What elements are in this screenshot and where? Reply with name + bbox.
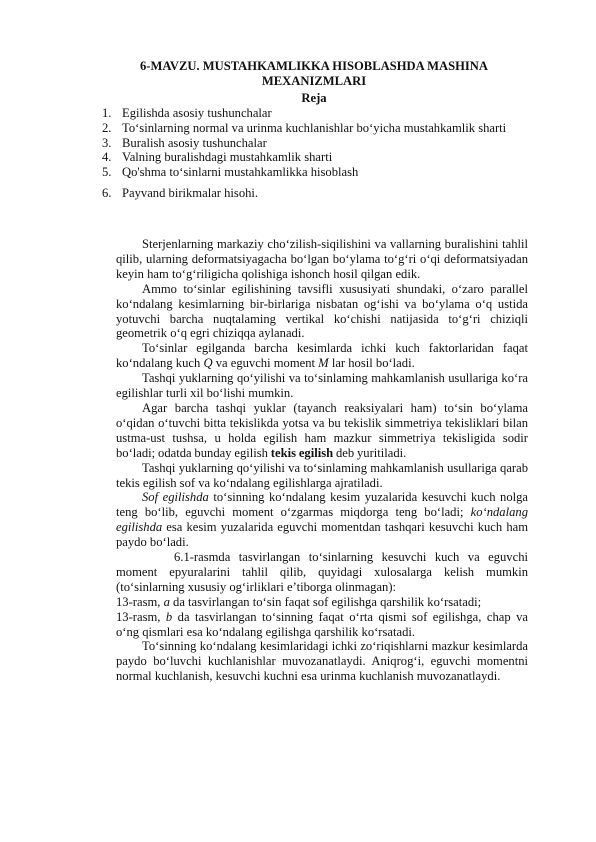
bending-moment-symbol: M	[318, 356, 329, 371]
plan-item-text: Egilishda asosiy tushunchalar	[122, 106, 272, 120]
body-paragraph: Sterjenlarning markaziy cho‘zilish-siqilishini va vallarning buralishini tahlil qilib, ularning deformatsiyagacha bo‘lgan bo‘ylama to‘g‘ri o‘qi deformatsiyadan keyin ham to‘g‘riligicha qolishiga ishonch hosil qilgan edik.	[116, 237, 528, 281]
plan-item-number: 6.	[102, 185, 112, 200]
paragraph-text: esa kesim yuzalarida eguvchi momentdan tashqari kesuvchi kuch ham paydo bo‘ladi.	[116, 520, 528, 550]
plan-item	[102, 106, 522, 121]
body-paragraph	[116, 610, 528, 640]
paragraph-text: Agar barcha tashqi yuklar (tayanch reaksiyalari ham) to‘sin bo‘ylama o‘qidan o‘tuvchi bitta tekislikda yotsa va bu tekislik simmetriya tekisliklari bilan ustma-ust tushsa, u holda egilish ham mazkur simmetriya tekisligida sodir bo‘ladi; odatda bunday egilish	[116, 400, 528, 460]
figure-label: b	[165, 609, 173, 624]
paragraph-text: deb yuritiladi.	[333, 445, 407, 460]
bold-term: tekis egilish	[270, 445, 334, 460]
plan-item-text: To‘sinlarning normal va urinma kuchlanishlar bo‘yicha mustahkamlik sharti	[122, 120, 507, 135]
paragraph-text: to‘sinning ko‘ndalang kesim yuzalarida kesuvchi kuch nolga teng bo‘lib, eguvchi moment o‘zgarmas miqdorga teng bo‘ladi;	[116, 490, 528, 520]
body-paragraph	[116, 490, 528, 550]
body-paragraph: 6.1-rasmda tasvirlangan to‘sinlarning kesuvchi kuch va eguvchi moment epyuralarini tahlil qilib, quyidagi xulosalarga kelish mumkin (to‘sinlarning xususiy og‘irliklari e’tiborga olinmagan):	[116, 550, 528, 594]
paragraph-text: To‘sinlar egilganda barcha kesimlarda ichki kuch faktorlaridan faqat ko‘ndalang kuch	[116, 341, 528, 371]
plan-heading: Reja	[301, 91, 327, 105]
plan-item-number: 3.	[102, 135, 112, 150]
body-paragraph: Tashqi yuklarning qo‘yilishi va to‘sinlaming mahkamlanish usullariga qarab tekis egilish sof va ko‘ndalang egilishlarga ajratiladi.	[116, 460, 528, 490]
paragraph-text: 13-rasm,	[116, 609, 166, 624]
plan-item-text: Valning buralishdagi mustahkamlik sharti	[122, 150, 333, 165]
italic-term: ko‘ndalang egilishda	[116, 505, 528, 535]
plan-item-text: Qo'shma to‘sinlarni mustahkamlikka hisoblash	[122, 165, 359, 180]
plan-item-number: 1.	[102, 106, 112, 120]
italic-term: Sof egilishda	[142, 490, 209, 505]
body-paragraph: Ammo to‘sinlar egilishining tavsifli xususiyati shundaki, o‘zaro parallel ko‘ndalang kesimlarning bir-birlariga nisbatan og‘ishi va bo‘ylama o‘q ustida yotuvchi barcha nuqtalaming vertikal ko‘chishi natijasida to‘g‘ri chiziqli geometrik o‘q egri chiziqqa aylanadi.	[116, 281, 528, 341]
paragraph-text: da tasvirlangan to‘sinning faqat o‘rta qismi sof egilishga, chap va o‘ng qismlari esa ko‘ndalang egilishga qarshilik ko‘rsatadi.	[116, 609, 528, 639]
figure-label: a	[163, 594, 170, 609]
shear-force-symbol: Q	[203, 356, 213, 371]
plan-item	[102, 136, 522, 151]
body-paragraph	[116, 341, 528, 371]
plan-item	[102, 150, 522, 165]
body-paragraph	[116, 595, 528, 610]
paragraph-text: da tasvirlangan to‘sin faqat sof egilishga qarshilik ko‘rsatadi;	[169, 594, 482, 609]
plan-item-number: 2.	[102, 120, 112, 135]
body-paragraph: Tashqi yuklarning qo‘yilishi va to‘sinlaming mahkamlanish usullariga ko‘ra egilishlar turli xil bo‘lishi mumkin.	[116, 371, 528, 401]
plan-item-text: Payvand birikmalar hisohi.	[122, 185, 259, 200]
plan-item-number: 5.	[102, 165, 112, 180]
plan-list	[102, 106, 522, 201]
body-paragraph	[116, 401, 528, 461]
paragraph-text: 13-rasm,	[116, 594, 164, 609]
plan-item	[102, 165, 522, 180]
body-paragraph: To‘sinning ko‘ndalang kesimlaridagi ichki zo‘riqishlarni mazkur kesimlarda paydo bo‘luvchi kuchlanishlar muvozanatlaydi. Aniqrog‘i, eguvchi momentni normal kuchlanish, kesuvchi kuchni esa urinma kuchlanish muvozanatlaydi.	[116, 639, 528, 684]
plan-item-number: 4.	[102, 150, 112, 165]
paragraph-text: va eguvchi moment	[212, 356, 319, 371]
page-title: 6-MAVZU. MUSTAHKAMLIKKA HISOBLASHDA MASHINA MEXANIZMLARI	[140, 59, 488, 88]
paragraph-text: lar hosil bo‘ladi.	[328, 356, 415, 371]
plan-item	[102, 121, 522, 136]
plan-item	[102, 186, 522, 201]
document-body	[116, 237, 528, 684]
plan-item-text: Buralish asosiy tushunchalar	[122, 135, 267, 150]
